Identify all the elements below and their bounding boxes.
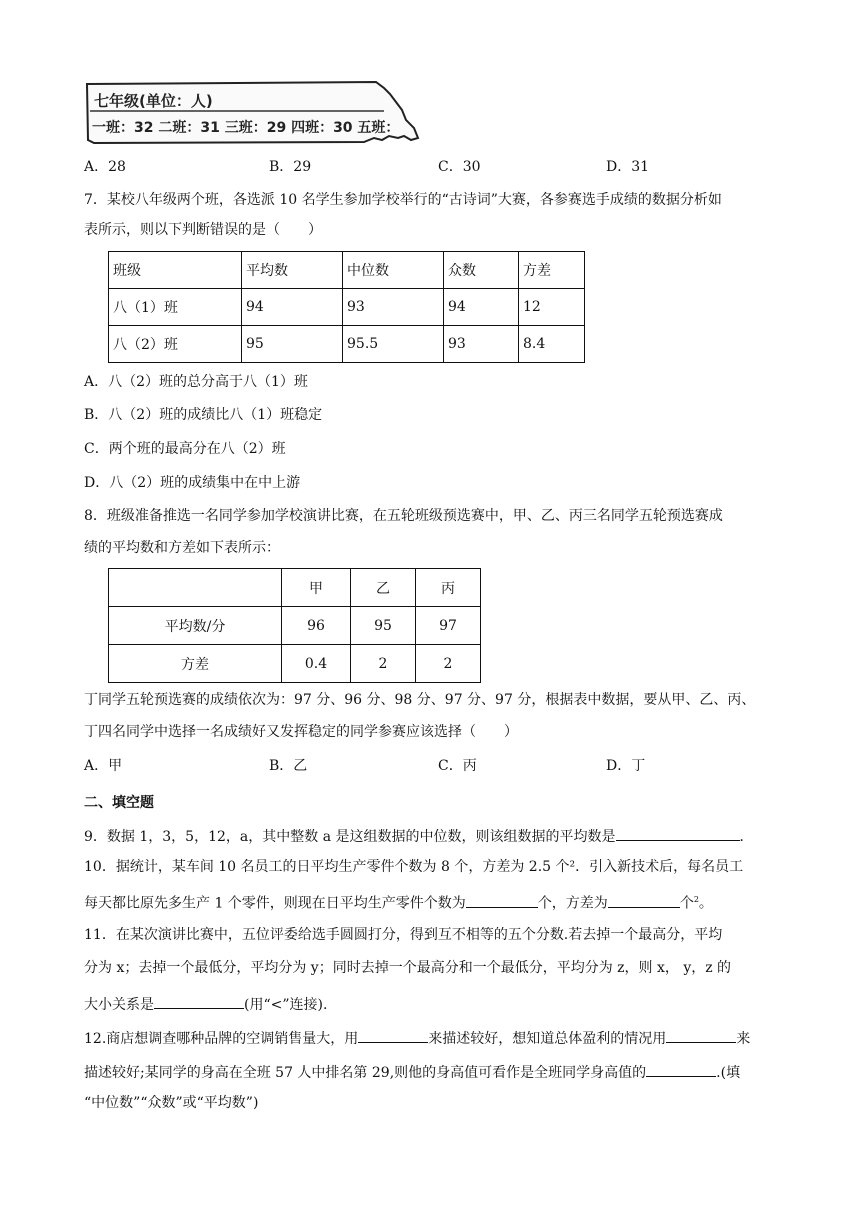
- q12-answer-blank-1[interactable]: [358, 1026, 428, 1043]
- q12-answer-blank-2[interactable]: [666, 1026, 736, 1043]
- q10-text-c: 个: [679, 895, 694, 912]
- q8-option-d: D．丁: [606, 758, 646, 774]
- q12-text-c: 来: [736, 1031, 751, 1047]
- q12-answer-blank-3[interactable]: [646, 1060, 716, 1077]
- table-cell: 95.5: [343, 326, 444, 363]
- q12-text-d: 描述较好;某同学的身高在全班 57 人中排名第 29,则他的身高值可看作是全班同学身高值的: [84, 1065, 647, 1081]
- table-cell: 94: [242, 289, 343, 326]
- q7-option-c: C．两个班的最高分在八（2）班: [84, 441, 286, 457]
- table-cell: 93: [444, 326, 519, 363]
- q10-answer-blank-2[interactable]: [608, 891, 680, 908]
- table-header-row: [109, 569, 481, 607]
- table-header-row: [109, 252, 585, 289]
- q7-table: [108, 251, 585, 363]
- q8-stem-line1: 8．班级准备推选一名同学参加学校演讲比赛，在五轮班级预选赛中，甲、乙、丙三名同学五轮预选赛成: [84, 508, 723, 524]
- table-row: [109, 607, 481, 645]
- table-header-cell: 平均数: [242, 252, 343, 289]
- q10-answer-blank-1[interactable]: [466, 891, 538, 908]
- q7-stem-line1: 7．某校八年级两个班，各选派 10 名学生参加学校举行的“古诗词”大赛，各参赛选手成绩的数据分析如: [84, 192, 722, 208]
- table-cell: 8.4: [519, 326, 585, 363]
- q11-line2: 分为 x；去掉一个最低分，平均分为 y；同时去掉一个最高分和一个最低分，平均分为 z，则 x， y，z 的: [84, 960, 732, 976]
- q6-image-data: 一班：32 二班：31 三班：29 四班：30 五班：: [92, 120, 400, 136]
- q11-line3: [84, 992, 327, 1015]
- table-header-cell: 乙: [351, 569, 416, 607]
- q8-option-b: B．乙: [269, 758, 308, 774]
- q9-line: [84, 824, 754, 847]
- table-cell: 12: [519, 289, 585, 326]
- q7-option-d: D．八（2）班的成绩集中在中上游: [84, 475, 301, 491]
- table-header-cell: 甲: [282, 569, 351, 607]
- q11-text-b: (用“<”连接).: [244, 997, 328, 1013]
- q12-line3: “中位数”“众数”或“平均数”): [84, 1095, 259, 1111]
- q6-table-image: [84, 80, 420, 146]
- q6-option-c: C．30: [438, 159, 481, 175]
- table-cell: 八（1）班: [109, 289, 242, 326]
- table-row: [109, 326, 585, 363]
- q10-line2: [84, 890, 713, 914]
- table-cell: 94: [444, 289, 519, 326]
- table-header-cell: 众数: [444, 252, 519, 289]
- table-header-cell: 方差: [519, 252, 585, 289]
- q8-stem-line3: 丁同学五轮预选赛的成绩依次为：97 分、96 分、98 分、97 分、97 分，根据表中数据，要从甲、乙、丙、: [84, 692, 756, 708]
- q10-text-d: 。: [698, 895, 713, 912]
- q10-text-b: 个，方差为: [537, 895, 608, 912]
- table-header-cell: [109, 569, 282, 607]
- q12-text-e: .(填: [716, 1065, 741, 1081]
- q12-text-b: 来描述较好，想知道总体盈利的情况用: [428, 1031, 667, 1047]
- table-row: [109, 645, 481, 683]
- q12-text-a: 12.商店想调查哪种品牌的空调销售量大，用: [84, 1031, 359, 1047]
- table-cell: 平均数/分: [109, 607, 282, 645]
- table-header-cell: 丙: [416, 569, 481, 607]
- table-cell: 96: [282, 607, 351, 645]
- table-cell: 93: [343, 289, 444, 326]
- q10-line1: 10．据统计，某车间 10 名员工的日平均生产零件个数为 8 个，方差为 2.5 个²．引入新技术后，每名员工: [84, 859, 744, 875]
- q8-table: [108, 568, 481, 683]
- q12-line2: [84, 1060, 740, 1083]
- table-row: [109, 289, 585, 326]
- table-cell: 2: [351, 645, 416, 683]
- section-title-fill-in: 二、填空题: [84, 795, 154, 811]
- q7-stem-line2: 表所示，则以下判断错误的是（ ）: [84, 222, 322, 238]
- q6-option-b: B．29: [269, 159, 312, 175]
- q9-end: ．: [739, 829, 754, 845]
- table-cell: 方差: [109, 645, 282, 683]
- q8-stem-line2: 绩的平均数和方差如下表所示：: [84, 540, 280, 556]
- q7-option-b: B．八（2）班的成绩比八（1）班稳定: [84, 407, 323, 423]
- table-cell: 97: [416, 607, 481, 645]
- table-cell: 八（2）班: [109, 326, 242, 363]
- q12-line1: [84, 1026, 750, 1049]
- q11-line1: 11．在某次演讲比赛中，五位评委给选手圆圆打分，得到互不相等的五个分数.若去掉一个最高分，平均: [84, 927, 723, 943]
- q8-option-a: A．甲: [84, 758, 123, 774]
- table-header-cell: 中位数: [343, 252, 444, 289]
- q8-option-c: C．丙: [438, 758, 477, 774]
- table-cell: 2: [416, 645, 481, 683]
- q6-option-a: A．28: [84, 159, 126, 175]
- table-cell: 0.4: [282, 645, 351, 683]
- table-cell: 95: [242, 326, 343, 363]
- table-cell: 95: [351, 607, 416, 645]
- q6-option-d: D．31: [606, 159, 650, 175]
- table-header-cell: 班级: [109, 252, 242, 289]
- q6-image-title: 七年级(单位：人): [94, 92, 213, 110]
- q9-text: 9．数据 1，3，5，12，a，其中整数 a 是这组数据的中位数，则该组数据的平均数是: [84, 829, 616, 845]
- q10-text-a: 每天都比原先多生产 1 个零件，则现在日平均生产零件个数为: [84, 895, 466, 912]
- q7-option-a: A．八（2）班的总分高于八（1）班: [84, 374, 308, 390]
- q9-answer-blank[interactable]: [616, 824, 740, 841]
- q11-text-a: 大小关系是: [84, 997, 154, 1013]
- q8-stem-line4: 丁四名同学中选择一名成绩好又发挥稳定的同学参赛应该选择（ ）: [84, 724, 518, 740]
- q11-answer-blank[interactable]: [154, 992, 244, 1009]
- q10-superscript: 2: [693, 895, 699, 904]
